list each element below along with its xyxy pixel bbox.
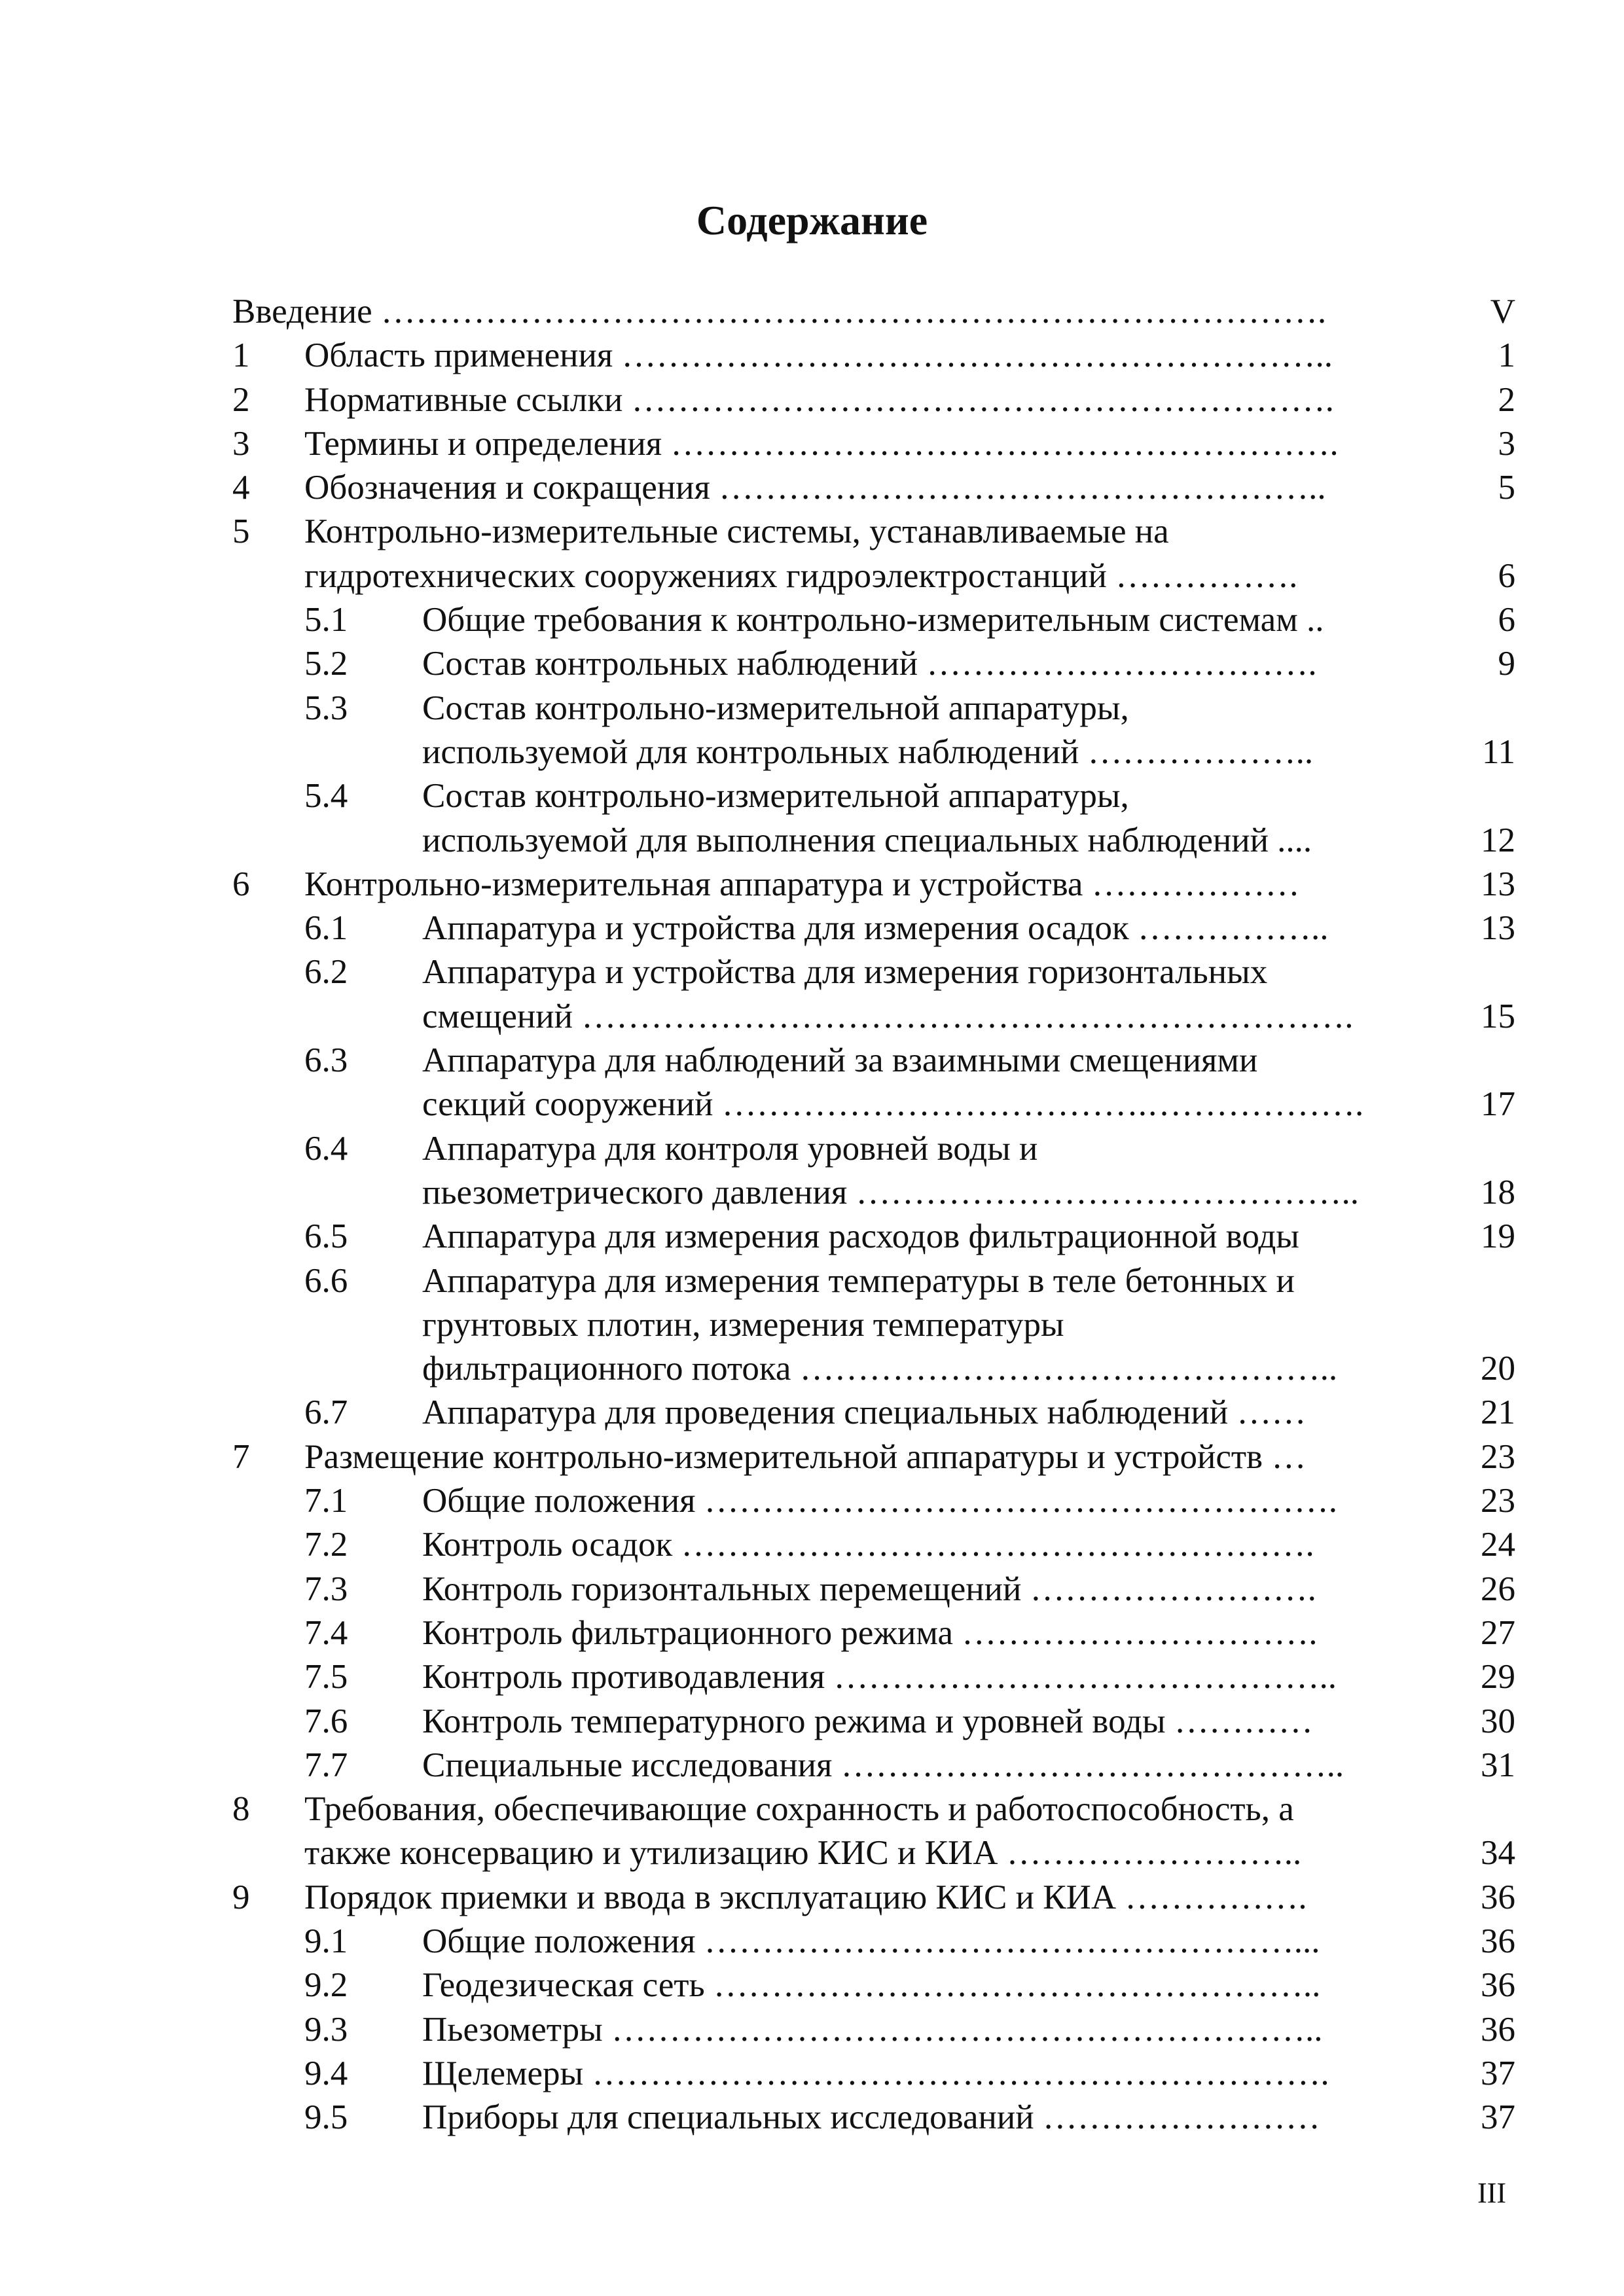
toc-entry-number: 7 <box>232 1437 250 1476</box>
toc-entry-title: Аппаратура для измерения температуры в теле бетонных и <box>422 1261 1295 1300</box>
toc-entry-number: 6.1 <box>304 909 348 948</box>
toc-entry-title: Общие требования к контрольно-измерительным системам .. <box>422 601 1324 639</box>
toc-entry <box>232 1479 1515 1523</box>
toc-entry-title: Геодезическая сеть …………………………………………….. <box>422 1966 1321 2005</box>
toc-entry-number: 6.5 <box>304 1217 348 1256</box>
toc-entry <box>232 1831 1515 1875</box>
toc-entry-title: Контрольно-измерительная аппаратура и устройства ……………… <box>304 865 1300 903</box>
toc-entry <box>232 1523 1515 1567</box>
toc-entry-title: Контроль осадок ………………………………………………. <box>422 1526 1314 1564</box>
toc-entry-page: 23 <box>1481 1482 1515 1520</box>
toc-entry-page: 24 <box>1481 1526 1515 1564</box>
toc-entry-number: 5 <box>232 512 250 551</box>
toc-entry-title: Общие положения ………………………………………………. <box>422 1482 1338 1520</box>
toc-entry-title: Общие положения ……………………………………………... <box>422 1922 1320 1960</box>
toc-entry-page: 31 <box>1481 1746 1515 1784</box>
toc-entry-number: 5.2 <box>304 645 348 683</box>
toc-entry-title: Область применения …………………………………………………….. <box>304 336 1333 375</box>
toc-entry-page: 26 <box>1481 1570 1515 1608</box>
toc-entry-title: Состав контрольно-измерительной аппаратуры, <box>422 689 1129 727</box>
toc-entry-page: 36 <box>1481 2010 1515 2049</box>
toc-entry-title: Контрольно-измерительные системы, устанавливаемые на <box>304 512 1169 551</box>
toc-entry-title: Состав контрольно-измерительной аппаратуры, <box>422 777 1129 816</box>
toc-entry-title: Нормативные ссылки ……………………………………………………. <box>304 380 1334 419</box>
toc-entry-title: Контроль горизонтальных перемещений ……………………. <box>422 1570 1316 1608</box>
table-of-contents <box>232 290 1515 2140</box>
toc-entry <box>232 1744 1515 1787</box>
toc-entry-page: 1 <box>1498 336 1515 375</box>
toc-entry-number: 5.4 <box>304 777 348 816</box>
toc-entry-page: 34 <box>1481 1834 1515 1873</box>
toc-entry-page: 13 <box>1481 865 1515 903</box>
toc-entry-number: 5.3 <box>304 689 348 727</box>
toc-entry-title: Порядок приемки и ввода в эксплуатацию КИС и КИА ……………. <box>304 1878 1307 1916</box>
toc-entry <box>232 1039 1515 1083</box>
toc-entry-number: 9.2 <box>304 1966 348 2005</box>
toc-entry-title: Контроль температурного режима и уровней воды ………… <box>422 1702 1313 1740</box>
toc-entry <box>232 2096 1515 2140</box>
toc-entry-number: 7.1 <box>304 1482 348 1520</box>
toc-entry-title: Введение ………………………………………………………………………. <box>232 293 1327 331</box>
toc-entry-page: 36 <box>1481 1878 1515 1916</box>
toc-entry <box>232 906 1515 950</box>
toc-entry <box>232 1083 1515 1126</box>
toc-entry-title: Аппаратура для проведения специальных наблюдений …… <box>422 1393 1307 1432</box>
toc-entry-number: 2 <box>232 380 250 419</box>
toc-entry-number: 9.5 <box>304 2098 348 2137</box>
toc-entry-title: Контроль фильтрационного режима …………………………. <box>422 1613 1318 1652</box>
toc-entry-title: пьезометрического давления …………………………………….. <box>422 1173 1359 1211</box>
toc-entry-page: 36 <box>1481 1966 1515 2005</box>
toc-entry-title: Аппаратура и устройства для измерения горизонтальных <box>422 953 1268 992</box>
toc-entry-title: Контроль противодавления …………………………………….. <box>422 1658 1337 1696</box>
toc-entry-title: грунтовых плотин, измерения температуры <box>422 1305 1064 1344</box>
toc-entry-number: 6.3 <box>304 1041 348 1080</box>
toc-entry-page: 19 <box>1481 1217 1515 1256</box>
toc-entry-title: Специальные исследования …………………………………….. <box>422 1746 1344 1784</box>
toc-entry-page: 27 <box>1481 1613 1515 1652</box>
toc-entry <box>232 510 1515 554</box>
toc-entry-number: 9.1 <box>304 1922 348 1960</box>
toc-entry-page: 6 <box>1498 556 1515 595</box>
toc-entry-page: 2 <box>1498 380 1515 419</box>
toc-entry-number: 7.3 <box>304 1570 348 1608</box>
toc-entry-title: Аппаратура для контроля уровней воды и <box>422 1129 1038 1168</box>
toc-entry-number: 7.4 <box>304 1613 348 1652</box>
toc-entry-page: 30 <box>1481 1702 1515 1740</box>
page-number: III <box>1477 2177 1506 2209</box>
toc-entry <box>232 730 1515 774</box>
toc-entry-page: 37 <box>1481 2098 1515 2137</box>
toc-entry-title: Аппаратура для наблюдений за взаимными смещениями <box>422 1041 1258 1080</box>
toc-entry <box>232 1876 1515 1920</box>
toc-entry-page: 20 <box>1481 1350 1515 1388</box>
toc-entry-page: 21 <box>1481 1393 1515 1432</box>
toc-entry-title: Аппаратура для измерения расходов фильтрационной воды <box>422 1217 1299 1256</box>
toc-entry-number: 5.1 <box>304 601 348 639</box>
toc-entry-number: 6.2 <box>304 953 348 992</box>
toc-entry-number: 9.3 <box>304 2010 348 2049</box>
toc-entry-title: Щелемеры ………………………………………………………. <box>422 2054 1329 2092</box>
toc-entry-page: 6 <box>1498 601 1515 639</box>
toc-entry-page: 18 <box>1481 1173 1515 1211</box>
toc-entry-title: используемой для контрольных наблюдений ……………….. <box>422 732 1314 771</box>
toc-entry-page: 12 <box>1481 821 1515 859</box>
toc-entry <box>232 1611 1515 1655</box>
toc-entry <box>232 466 1515 510</box>
toc-entry-title: Аппаратура и устройства для измерения осадок …………….. <box>422 909 1329 948</box>
toc-entry-title: Требования, обеспечивающие сохранность и работоспособность, а <box>304 1790 1294 1829</box>
toc-entry-number: 9 <box>232 1878 250 1916</box>
toc-entry <box>232 774 1515 818</box>
toc-entry <box>232 290 1515 334</box>
toc-entry-page: 17 <box>1481 1085 1515 1124</box>
toc-entry-title: Пьезометры …………………………………………………….. <box>422 2010 1323 2049</box>
toc-entry <box>232 1215 1515 1259</box>
toc-entry-title: также консервацию и утилизацию КИС и КИА …………………….. <box>304 1834 1302 1873</box>
toc-entry-title: смещений …………………………………………………………. <box>422 997 1354 1035</box>
toc-entry-page: 11 <box>1481 732 1515 771</box>
toc-entry <box>232 422 1515 466</box>
toc-entry <box>232 1347 1515 1391</box>
toc-entry-number: 7.2 <box>304 1526 348 1564</box>
toc-entry <box>232 950 1515 994</box>
toc-entry <box>232 378 1515 422</box>
toc-entry-number: 1 <box>232 336 250 375</box>
toc-entry <box>232 687 1515 730</box>
toc-entry <box>232 995 1515 1039</box>
toc-entry <box>232 1391 1515 1435</box>
toc-entry-title: используемой для выполнения специальных наблюдений .... <box>422 821 1312 859</box>
toc-entry <box>232 554 1515 598</box>
toc-entry-number: 6 <box>232 865 250 903</box>
toc-entry <box>232 819 1515 863</box>
toc-entry <box>232 1127 1515 1171</box>
toc-entry <box>232 1303 1515 1347</box>
toc-entry-number: 9.4 <box>304 2054 348 2092</box>
toc-entry <box>232 1787 1515 1831</box>
toc-entry-number: 6.4 <box>304 1129 348 1168</box>
toc-entry-number: 3 <box>232 424 250 463</box>
toc-entry-title: Обозначения и сокращения …………………………………………….. <box>304 469 1326 507</box>
toc-entry <box>232 2008 1515 2052</box>
toc-entry-title: фильтрационного потока ……………………………………….. <box>422 1350 1338 1388</box>
toc-entry-page: V <box>1490 293 1515 331</box>
toc-entry <box>232 1920 1515 1964</box>
toc-entry-title: Состав контрольных наблюдений ……………………………. <box>422 645 1317 683</box>
toc-entry <box>232 1964 1515 2007</box>
toc-entry-page: 9 <box>1498 645 1515 683</box>
toc-entry-page: 36 <box>1481 1922 1515 1960</box>
toc-entry-title: секций сооружений ……………………………….………………. <box>422 1085 1364 1124</box>
toc-entry-number: 6.7 <box>304 1393 348 1432</box>
toc-entry-page: 5 <box>1498 469 1515 507</box>
page-title: Содержание <box>696 197 928 243</box>
toc-entry <box>232 1655 1515 1699</box>
toc-entry <box>232 1171 1515 1215</box>
toc-entry-number: 6.6 <box>304 1261 348 1300</box>
toc-entry-title: Приборы для специальных исследований …………………… <box>422 2098 1320 2137</box>
toc-entry-number: 7.5 <box>304 1658 348 1696</box>
toc-entry <box>232 1435 1515 1479</box>
toc-entry-number: 8 <box>232 1790 250 1829</box>
toc-entry <box>232 863 1515 906</box>
toc-entry-page: 23 <box>1481 1437 1515 1476</box>
toc-entry-number: 4 <box>232 469 250 507</box>
toc-entry <box>232 334 1515 378</box>
toc-entry <box>232 1259 1515 1303</box>
toc-entry-number: 7.6 <box>304 1702 348 1740</box>
toc-entry-title: Размещение контрольно-измерительной аппаратуры и устройств … <box>304 1437 1307 1476</box>
toc-entry-number: 7.7 <box>304 1746 348 1784</box>
toc-entry-title: гидротехнических сооружениях гидроэлектростанций ……………. <box>304 556 1298 595</box>
toc-entry <box>232 2052 1515 2096</box>
toc-entry-page: 15 <box>1481 997 1515 1035</box>
toc-entry <box>232 598 1515 642</box>
toc-entry-page: 13 <box>1481 909 1515 948</box>
toc-entry-title: Термины и определения …………………………………………………. <box>304 424 1339 463</box>
toc-entry-page: 3 <box>1498 424 1515 463</box>
toc-entry <box>232 642 1515 686</box>
toc-entry <box>232 1700 1515 1744</box>
toc-entry <box>232 1568 1515 1611</box>
toc-entry-page: 37 <box>1481 2054 1515 2092</box>
toc-entry-page: 29 <box>1481 1658 1515 1696</box>
